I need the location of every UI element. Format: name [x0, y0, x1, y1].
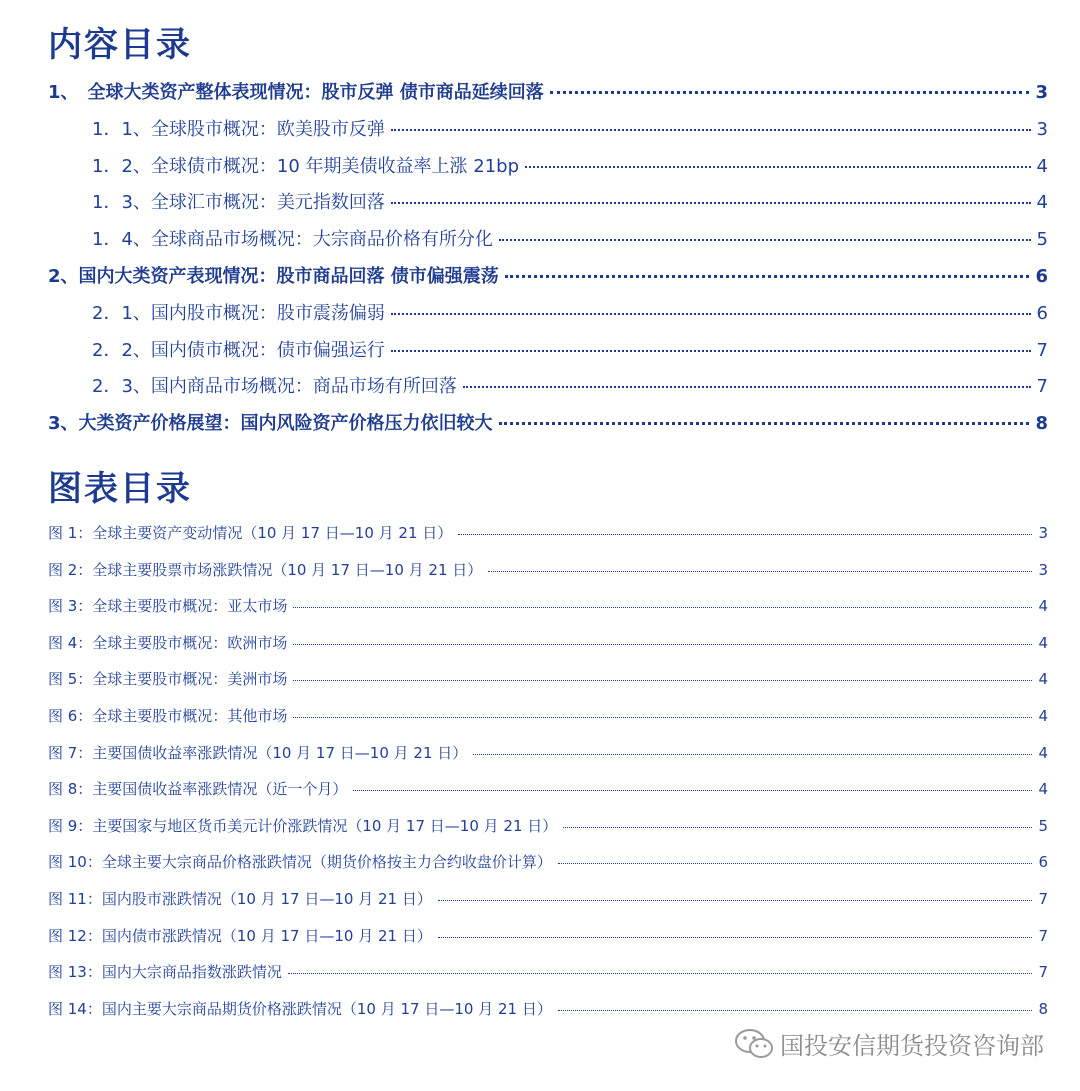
figure-entry-label: 图 4：全球主要股市概况：欧洲市场	[48, 633, 288, 652]
toc-entry-label: 1．2、全球债市概况：10 年期美债收益率上涨 21bp	[92, 155, 520, 177]
figure-entry-page-number: 4	[1038, 780, 1048, 799]
dot-leader	[438, 937, 1033, 938]
toc-entry-page-number: 5	[1036, 229, 1048, 251]
toc-entry-page-number: 8	[1035, 413, 1048, 435]
figure-entry[interactable]	[48, 668, 1048, 689]
toc-chapter-entry[interactable]	[48, 262, 1048, 288]
dot-leader	[353, 790, 1032, 791]
figure-entry-page-number: 4	[1038, 597, 1048, 616]
figures-title: 图表目录	[48, 469, 192, 509]
figure-entry[interactable]	[48, 742, 1048, 763]
toc-section-entry[interactable]	[92, 152, 1048, 178]
figure-entry-label: 图 12：国内债市涨跌情况（10 月 17 日—10 月 21 日）	[48, 926, 432, 945]
dot-leader	[391, 313, 1031, 315]
dot-leader	[293, 607, 1032, 608]
figure-entry-label: 图 8：主要国债收益率涨跌情况（近一个月）	[48, 780, 348, 799]
watermark-text: 国投安信期货投资咨询部	[780, 1032, 1044, 1060]
watermark	[734, 1026, 1044, 1061]
figure-entry-label: 图 3：全球主要股市概况：亚太市场	[48, 597, 288, 616]
dot-leader	[458, 534, 1032, 535]
toc-title: 内容目录	[48, 25, 192, 65]
toc-entry-label: 2．1、国内股市概况：股市震荡偏弱	[92, 302, 385, 324]
figure-entry-label: 图 13：国内大宗商品指数涨跌情况	[48, 963, 282, 982]
wechat-icon	[734, 1027, 774, 1061]
toc-section-entry[interactable]	[92, 372, 1048, 398]
toc-entry-label: 2．3、国内商品市场概况：商品市场有所回落	[92, 376, 457, 398]
figure-entry[interactable]	[48, 778, 1048, 799]
toc-entry-page-number: 3	[1035, 82, 1048, 103]
figure-entry[interactable]	[48, 595, 1048, 616]
figure-entry-page-number: 8	[1038, 999, 1048, 1018]
dot-leader	[293, 680, 1032, 681]
toc-entry-label: 3、大类资产价格展望：国内风险资产价格压力依旧较大	[48, 413, 493, 435]
figure-entry[interactable]	[48, 815, 1048, 836]
dot-leader	[550, 91, 1030, 94]
toc-section-entry[interactable]	[92, 225, 1048, 251]
figure-entry[interactable]	[48, 888, 1048, 909]
figure-entry[interactable]	[48, 705, 1048, 726]
toc-entry-page-number: 3	[1036, 118, 1048, 140]
figure-entry-label: 图 14：国内主要大宗商品期货价格涨跌情况（10 月 17 日—10 月 21 日）	[48, 999, 552, 1018]
toc-entry-label: 1．1、全球股市概况：欧美股市反弹	[92, 118, 385, 140]
toc-entry-page-number: 7	[1036, 339, 1048, 361]
figure-entry-label: 图 5：全球主要股市概况：美洲市场	[48, 670, 288, 689]
figure-entry[interactable]	[48, 559, 1048, 580]
figure-entry-page-number: 4	[1038, 707, 1048, 725]
toc-entry-label: 2、国内大类资产表现情况：股市商品回落 债市偏强震荡	[48, 266, 499, 287]
figure-entry-page-number: 4	[1038, 633, 1048, 652]
dot-leader	[499, 422, 1030, 425]
figure-entry-page-number: 7	[1038, 963, 1048, 982]
dot-leader	[525, 166, 1031, 168]
figure-entry-label: 图 11：国内股市涨跌情况（10 月 17 日—10 月 21 日）	[48, 890, 432, 908]
figure-entry[interactable]	[48, 925, 1048, 946]
figure-entry-page-number: 4	[1038, 670, 1048, 689]
figure-entry[interactable]	[48, 522, 1048, 543]
toc-section-entry[interactable]	[92, 299, 1048, 325]
dot-leader	[391, 202, 1031, 204]
dot-leader	[391, 129, 1031, 131]
figure-entry-page-number: 3	[1038, 524, 1048, 542]
toc-entry-page-number: 4	[1036, 155, 1048, 177]
figure-entry[interactable]	[48, 961, 1048, 982]
toc-entry-page-number: 4	[1036, 192, 1048, 214]
toc-entry-page-number: 6	[1036, 302, 1048, 324]
figure-entry-page-number: 7	[1038, 890, 1048, 908]
dot-leader	[473, 754, 1032, 755]
figure-entry[interactable]	[48, 632, 1048, 653]
figure-entry-label: 图 9：主要国家与地区货币美元计价涨跌情况（10 月 17 日—10 月 21 日）	[48, 816, 558, 835]
figure-entry-label: 图 10：全球主要大宗商品价格涨跌情况（期货价格按主力合约收盘价计算）	[48, 853, 552, 872]
dot-leader	[499, 239, 1031, 241]
figure-entry[interactable]	[48, 998, 1048, 1019]
figure-entry-label: 图 2：全球主要股票市场涨跌情况（10 月 17 日—10 月 21 日）	[48, 560, 483, 579]
dot-leader	[293, 644, 1032, 645]
toc-entry-page-number: 7	[1036, 376, 1048, 398]
toc-entry-label: 1．4、全球商品市场概况：大宗商品价格有所分化	[92, 229, 493, 251]
dot-leader	[558, 1010, 1033, 1011]
toc-entry-page-number: 6	[1035, 266, 1048, 287]
toc-section-entry[interactable]	[92, 188, 1048, 214]
figure-entry-page-number: 7	[1038, 926, 1048, 945]
dot-leader	[463, 386, 1031, 388]
figure-entry-page-number: 6	[1038, 853, 1048, 872]
dot-leader	[563, 827, 1032, 828]
toc-entry-label: 1．3、全球汇市概况：美元指数回落	[92, 192, 385, 214]
dot-leader	[288, 973, 1033, 974]
toc-section-entry[interactable]	[92, 336, 1048, 362]
toc-chapter-entry[interactable]	[48, 409, 1048, 435]
figure-entry-label: 图 7：主要国债收益率涨跌情况（10 月 17 日—10 月 21 日）	[48, 743, 468, 762]
figure-entry-page-number: 5	[1038, 816, 1048, 835]
figure-entry-page-number: 4	[1038, 743, 1048, 762]
figure-entry-page-number: 3	[1038, 560, 1048, 579]
dot-leader	[505, 275, 1030, 278]
dot-leader	[438, 900, 1033, 901]
dot-leader	[293, 717, 1032, 718]
toc-section-entry[interactable]	[92, 115, 1048, 141]
toc-chapter-entry[interactable]	[48, 78, 1048, 104]
dot-leader	[558, 863, 1033, 864]
figure-entry-label: 图 1：全球主要资产变动情况（10 月 17 日—10 月 21 日）	[48, 524, 453, 542]
figure-entry[interactable]	[48, 851, 1048, 872]
toc-entry-label: 2．2、国内债市概况：债市偏强运行	[92, 339, 385, 361]
dot-leader	[488, 571, 1032, 572]
dot-leader	[391, 350, 1031, 352]
figure-entry-label: 图 6：全球主要股市概况：其他市场	[48, 707, 288, 725]
toc-entry-label: 1、 全球大类资产整体表现情况：股市反弹 债市商品延续回落	[48, 82, 544, 103]
